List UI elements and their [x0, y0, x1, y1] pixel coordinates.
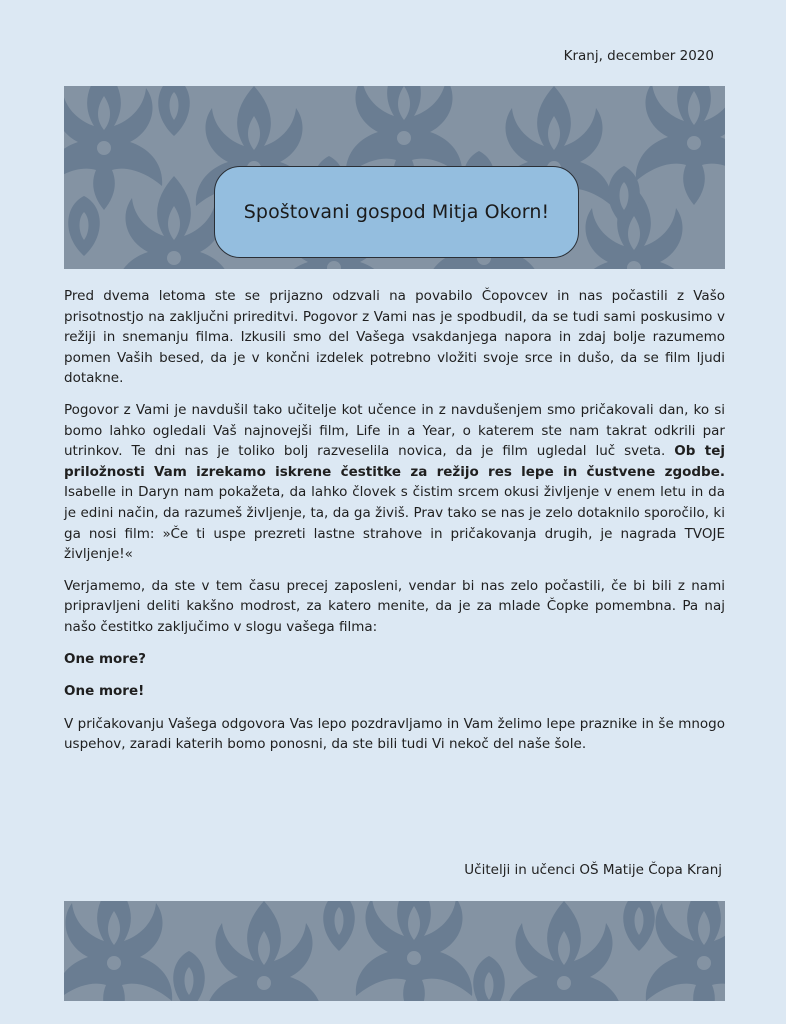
line-one-more-question: One more?	[64, 650, 146, 667]
date-line: Kranj, december 2020	[563, 48, 714, 64]
paragraph-3: Verjamemo, da ste v tem času precej zaposleni, vendar bi nas zelo počastili, če bi bili z nami pripravljeni deliti kakšno modrost, za katero menite, da je za mlade Čopke pomembna. Pa naj našo čestitko zaključimo v slogu vašega filma:	[64, 577, 725, 635]
greeting: Spoštovani gospod Mitja Okorn!	[243, 201, 550, 223]
highlight-text: Ob tej priložnosti Vam izrekamo iskrene čestitke za režijo res lepe in čustvene zgodbe.	[64, 443, 726, 480]
line-one-more-exclaim: One more!	[64, 683, 145, 700]
greeting-box	[214, 166, 579, 258]
damask-pattern-bottom	[64, 901, 725, 1001]
paragraph-4: V pričakovanju Vašega odgovora Vas lepo pozdravljamo in Vam želimo lepe praznike in še mnogo uspehov, zaradi katerih bomo ponosni, da ste bili tudi Vi nekoč del naše šole.	[64, 715, 725, 753]
letter-body	[64, 286, 725, 766]
signature: Učitelji in učenci OŠ Matije Čopa Kranj	[464, 862, 722, 878]
paragraph-2: Pogovor z Vami je navdušil tako učitelje kot učence in z navdušenjem smo pričakovali dan, ko si bomo lahko ogledali Vaš najnovejši film, Life in a Year, o katerem ste nam takrat odkrili par utrinkov. Te dni nas je toliko bolj razveselila novica, da je film ugledal luč sveta. Ob tej priložnosti Vam izrekamo iskrene čestitke za režijo res lepe in čustvene zgodbe. Isabelle in Daryn nam pokažeta, da lahko človek s čistim srcem okusi življenje v enem letu in da je edini način, da razumeš življenje, ta, da ga živiš. Prav tako se nas je zelo dotaknilo sporočilo, ki ga nosi film: »Če ti uspe prezreti lastne strahove in pričakovanja drugih, je nagrada TVOJE življenje!«	[64, 401, 726, 563]
damask-banner-bottom	[64, 901, 725, 1001]
paragraph-1: Pred dvema letoma ste se prijazno odzvali na povabilo Čopovcev in nas počastili z Vašo prisotnostjo na zaključni prireditvi. Pogovor z Vami nas je spodbudil, da se tudi sami poskusimo v režiji in snemanju filma. Izkusili smo del Vašega vsakdanjega napora in zdaj bolje razumemo pomen Vaših besed, da je v končni izdelek potrebno vložiti svoje srce in dušo, da se film ljudi dotakne.	[64, 288, 725, 387]
